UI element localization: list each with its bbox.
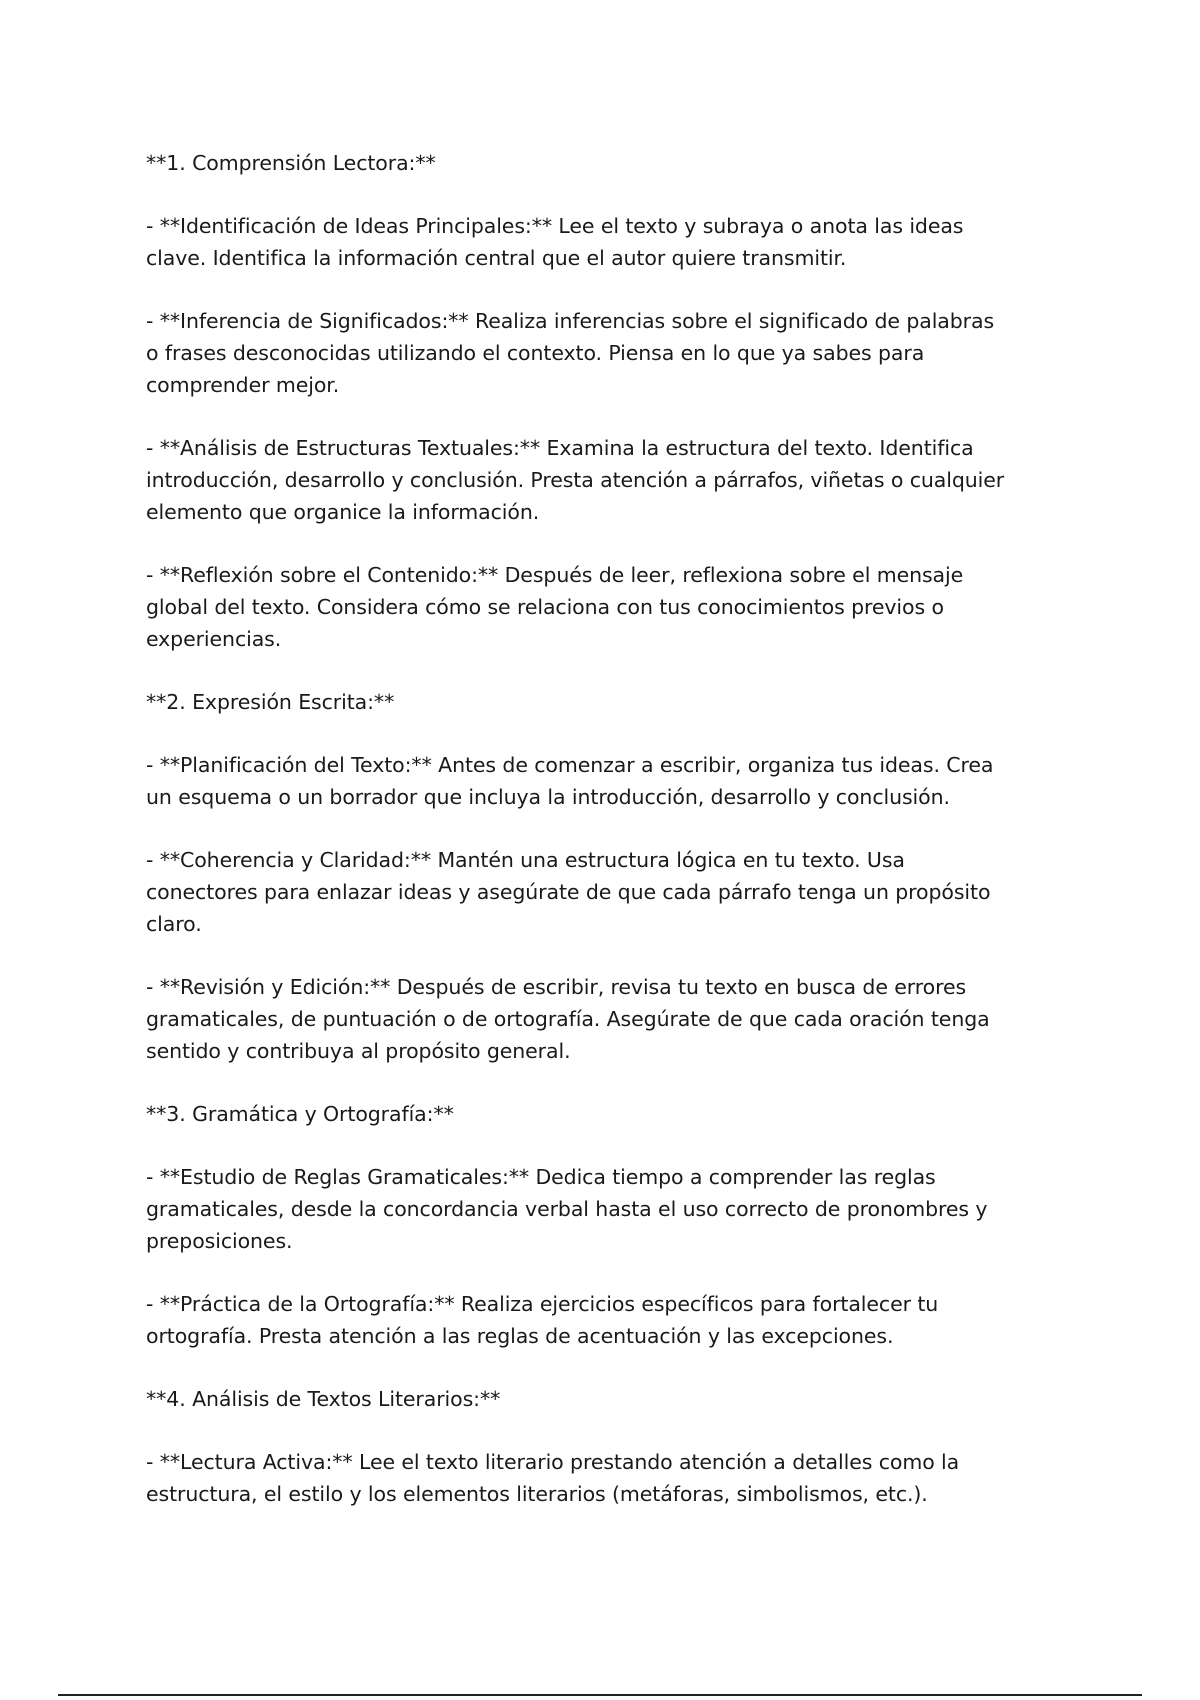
document-body bbox=[146, 147, 1066, 1541]
list-item-reglas-gramaticales: - **Estudio de Reglas Gramaticales:** Dedica tiempo a comprender las reglas gramaticales, desde la concordancia verbal hasta el uso correcto de pronombres y preposiciones. bbox=[146, 1165, 988, 1253]
list-item-inferencia-significados: - **Inferencia de Significados:** Realiza inferencias sobre el significado de palabras o frases desconocidas utilizando el contexto. Piensa en lo que ya sabes para comprender mejor. bbox=[146, 309, 995, 397]
section-heading-comprension-lectora: **1. Comprensión Lectora:** bbox=[146, 151, 436, 175]
list-item-practica-ortografia: - **Práctica de la Ortografía:** Realiza ejercicios específicos para fortalecer tu ortografía. Presta atención a las reglas de acentuación y las excepciones. bbox=[146, 1292, 939, 1348]
list-item-reflexion-contenido: - **Reflexión sobre el Contenido:** Después de leer, reflexiona sobre el mensaje global del texto. Considera cómo se relaciona con tus conocimientos previos o experiencias. bbox=[146, 563, 964, 651]
page-bottom-divider bbox=[58, 1694, 1142, 1696]
section-heading-gramatica-ortografia: **3. Gramática y Ortografía:** bbox=[146, 1102, 454, 1126]
section-heading-expresion-escrita: **2. Expresión Escrita:** bbox=[146, 690, 395, 714]
list-item-identificacion-ideas: - **Identificación de Ideas Principales:** Lee el texto y subraya o anota las ideas clave. Identifica la información central que el autor quiere transmitir. bbox=[146, 214, 964, 270]
section-heading-analisis-textos-literarios: **4. Análisis de Textos Literarios:** bbox=[146, 1387, 501, 1411]
list-item-planificacion-texto: - **Planificación del Texto:** Antes de comenzar a escribir, organiza tus ideas. Crea un esquema o un borrador que incluya la introducción, desarrollo y conclusión. bbox=[146, 753, 994, 809]
list-item-analisis-estructuras: - **Análisis de Estructuras Textuales:** Examina la estructura del texto. Identifica introducción, desarrollo y conclusión. Presta atención a párrafos, viñetas o cualquier elemento que organice la información. bbox=[146, 436, 1005, 524]
list-item-revision-edicion: - **Revisión y Edición:** Después de escribir, revisa tu texto en busca de errores gramaticales, de puntuación o de ortografía. Asegúrate de que cada oración tenga sentido y contribuya al propósito general. bbox=[146, 975, 990, 1063]
list-item-coherencia-claridad: - **Coherencia y Claridad:** Mantén una estructura lógica en tu texto. Usa conectores para enlazar ideas y asegúrate de que cada párrafo tenga un propósito claro. bbox=[146, 848, 991, 936]
list-item-lectura-activa: - **Lectura Activa:** Lee el texto literario prestando atención a detalles como la estructura, el estilo y los elementos literarios (metáforas, simbolismos, etc.). bbox=[146, 1450, 960, 1506]
